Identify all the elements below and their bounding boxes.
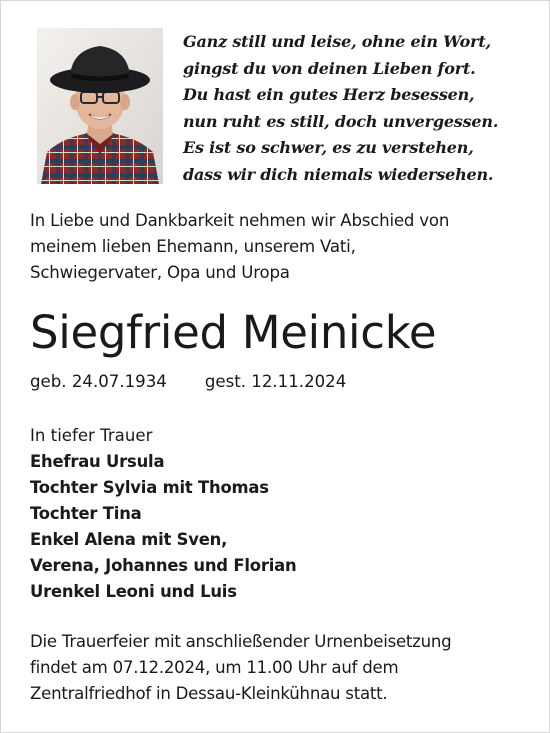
mourner-line: Tochter Sylvia mit Thomas: [30, 478, 269, 497]
mourner-line: Enkel Alena mit Sven,: [30, 530, 228, 549]
death-date: gest. 12.11.2024: [204, 372, 347, 391]
mourner-line: Urenkel Leoni und Luis: [30, 582, 237, 601]
notice-line: Zentralfriedhof in Dessau-Kleinkühnau statt.: [30, 684, 388, 703]
deceased-name: Siegfried Meinicke: [30, 306, 437, 359]
poem-line: dass wir dich niemals wiedersehen.: [183, 164, 494, 184]
funeral-notice: [30, 629, 540, 707]
life-dates: [30, 369, 346, 395]
intro-line: Schwiegervater, Opa und Uropa: [30, 263, 290, 282]
farewell-intro: [30, 208, 530, 286]
mourners-list: [30, 423, 530, 605]
poem-line: gingst du von deinen Lieben fort.: [183, 58, 476, 78]
memorial-poem: [183, 29, 528, 188]
portrait-photo: [37, 28, 163, 184]
birth-date: geb. 24.07.1934: [30, 372, 167, 391]
mourner-line: Tochter Tina: [30, 504, 142, 523]
poem-line: Ganz still und leise, ohne ein Wort,: [183, 32, 491, 51]
intro-line: meinem lieben Ehemann, unserem Vati,: [30, 237, 356, 256]
mourner-line: Ehefrau Ursula: [30, 452, 165, 471]
poem-line: Du hast ein gutes Herz besessen,: [183, 85, 475, 104]
poem-line: Es ist so schwer, es zu verstehen,: [183, 138, 474, 157]
mourners-heading: In tiefer Trauer: [30, 426, 153, 445]
notice-line: Die Trauerfeier mit anschließender Urnenbeisetzung: [30, 632, 452, 651]
poem-line: nun ruht es still, doch unvergessen.: [183, 111, 499, 131]
notice-line: findet am 07.12.2024, um 11.00 Uhr auf dem: [30, 658, 399, 677]
mourner-line: Verena, Johannes und Florian: [30, 556, 297, 575]
intro-line: In Liebe und Dankbarkeit nehmen wir Abschied von: [30, 211, 450, 230]
